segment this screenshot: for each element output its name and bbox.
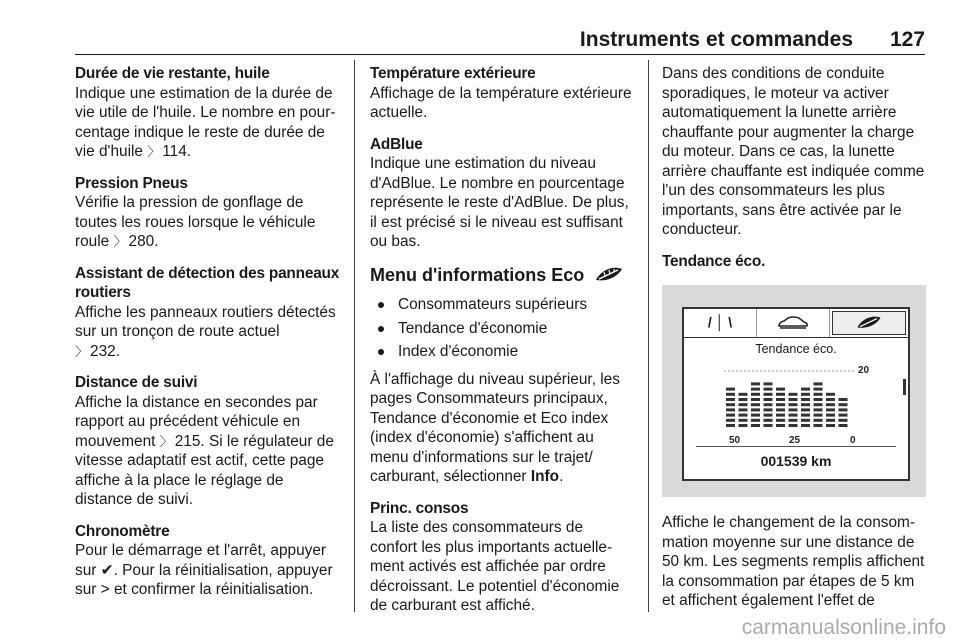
list-item: Tendance d'économie (370, 319, 634, 339)
bar-segment (789, 398, 798, 401)
section-tire-pressure (75, 174, 345, 252)
section-heading: Princ. consos (370, 499, 469, 517)
eco-leaf-icon (855, 315, 883, 331)
divider (696, 446, 896, 447)
bar-segment (739, 414, 748, 417)
section-heated-rear-window (662, 64, 926, 240)
bar-segment (814, 393, 823, 396)
bar-segment (776, 388, 785, 391)
bar-segment (726, 408, 735, 411)
eco-menu-list (370, 295, 634, 362)
bar-segment (726, 424, 735, 427)
page-header (75, 26, 925, 55)
y-label: 20 (858, 365, 870, 376)
bar-segment (789, 403, 798, 406)
bar-segment (839, 419, 848, 422)
x-label: 50 (729, 435, 741, 446)
consumption-bar (814, 382, 823, 427)
bar-segment (801, 403, 810, 406)
bar-segment (776, 414, 785, 417)
list-item: Index d'économie (370, 342, 634, 362)
bar-segment (814, 408, 823, 411)
bar-segment (739, 424, 748, 427)
bar-segment (751, 408, 760, 411)
header-title: Instruments et commandes (579, 28, 853, 51)
bar-segment (814, 398, 823, 401)
display-screen (682, 307, 910, 481)
page-ref: 232. (90, 342, 120, 360)
bar-segment (839, 408, 848, 411)
bar-segment (801, 414, 810, 417)
consumption-bar (764, 382, 773, 427)
section-heading: Pression Pneus (75, 174, 188, 192)
bar-segment (776, 424, 785, 427)
page-ref: 114. (162, 143, 192, 160)
page-ref-arrow-icon: 〉 (147, 144, 161, 159)
page-ref-arrow-icon: 〉 (113, 234, 127, 249)
bar-segment (726, 388, 735, 391)
paragraph: Vérifie la pression de gonflage de toutes les roues lorsque le véhicule roule 〉 280. (75, 194, 316, 250)
column-1 (75, 64, 345, 612)
bar-segment (751, 424, 760, 427)
menu-heading-text: Menu d'informations Eco (370, 264, 585, 285)
consumption-bar (726, 388, 735, 427)
bar-segment (814, 388, 823, 391)
paragraph: Indique une estimation du niveau d'AdBlue. Le nombre en pourcentage représente le reste d'AdBlue. De plus, il est précisé si le niveau est suffisant ou bas. (370, 155, 629, 250)
bar-segment (814, 424, 823, 427)
bar-segment (776, 398, 785, 401)
column-3 (662, 64, 926, 611)
bar-segment (801, 408, 810, 411)
tab-eco (832, 311, 906, 335)
watermark: carmanualsonline.info (741, 616, 946, 639)
bar-segment (751, 393, 760, 396)
paragraph: Affichage de la température extérieure actuelle. (370, 84, 632, 121)
section-adblue (370, 135, 634, 252)
bar-segment (801, 388, 810, 391)
bar-segment (726, 393, 735, 396)
paragraph: Affiche les panneaux routiers détectés sur un tronçon de route actuel 〉 232. (75, 303, 336, 360)
bar-segment (751, 414, 760, 417)
bar-segment (764, 424, 773, 427)
bar-segment (839, 403, 848, 406)
bar-segment (751, 398, 760, 401)
bar-segment (764, 403, 773, 406)
section-heading: Température extérieure (370, 65, 536, 82)
scrollbar-indicator (903, 379, 906, 395)
section-following-distance (75, 373, 345, 510)
list-item: Consommateurs supérieurs (370, 295, 634, 315)
display-tabs (684, 309, 908, 338)
eco-trend-display-figure (662, 285, 926, 497)
consumption-bar (801, 388, 810, 427)
bar-segment (739, 403, 748, 406)
page-ref: 215. (174, 432, 205, 450)
bar-segment (814, 414, 823, 417)
chevron-right-icon: > (100, 581, 110, 598)
bar-segment (839, 414, 848, 417)
bar-segment (776, 419, 785, 422)
odometer-readout: 001539 km (760, 452, 832, 469)
display-title: Tendance éco. (755, 342, 837, 356)
bar-segment (726, 419, 735, 422)
bar-segment (739, 393, 748, 396)
consumption-bar (789, 393, 798, 427)
bar-segment (839, 398, 848, 401)
bar-segment (764, 393, 773, 396)
page-ref-arrow-icon: 〉 (159, 433, 173, 449)
road-sign-icon: / │ \ (707, 314, 733, 331)
paragraph: Pour le démarrage et l'arrêt, appuyer sur ✔. Pour la réinitialisation, appuyer sur > et confirmer la réinitialisation. (75, 542, 333, 598)
bar-segment (826, 419, 835, 422)
bar-segment (801, 398, 810, 401)
bar-segment (814, 419, 823, 422)
section-eco-info (370, 370, 634, 487)
bar-segment (814, 382, 823, 385)
bar-segment (801, 419, 810, 422)
bar-segment (764, 398, 773, 401)
section-heading: Tendance éco. (662, 252, 766, 270)
section-heading: Assistant de détection des panneaux routiers (75, 264, 340, 301)
car-icon (776, 315, 810, 331)
bar-segment (776, 393, 785, 396)
bar-segment (764, 419, 773, 422)
page-ref: 280. (128, 233, 159, 250)
bar-segment (801, 393, 810, 396)
column-divider (648, 60, 649, 612)
consumption-bar-graph (694, 361, 874, 447)
bar-segment (726, 414, 735, 417)
bar-segment (789, 414, 798, 417)
bar-segment (764, 382, 773, 385)
paragraph: À l'affichage du niveau supérieur, les pages Consommateurs principaux, Tendance d'économie et Eco index (index d'économie) s'affichent au menu d'informations sur le trajet/ carburant, sélectionner Info. (370, 370, 620, 485)
column-2 (370, 64, 634, 628)
page-ref-arrow-icon: 〉 (75, 343, 89, 359)
checkmark-icon: ✔ (100, 561, 114, 579)
bar-segment (814, 403, 823, 406)
bar-segment (751, 388, 760, 391)
menu-heading (370, 266, 634, 286)
consumption-bar (776, 388, 785, 427)
section-heading: AdBlue (370, 135, 423, 153)
paragraph: Affiche le changement de la consommation moyenne sur une distance de 50 km. Les segments remplis affichent la consommation par étapes de 5 km et affichent également l'effet de (662, 514, 925, 609)
bar-segment (739, 398, 748, 401)
bar-segment (789, 424, 798, 427)
tab-vehicle (757, 309, 830, 337)
section-main-consumers (370, 499, 634, 616)
bar-segment (751, 419, 760, 422)
bar-segment (751, 382, 760, 385)
section-oil-life (75, 64, 345, 162)
bar-segment (726, 398, 735, 401)
bar-segment (826, 424, 835, 427)
page-number: 127 (889, 28, 925, 51)
bar-segment (739, 408, 748, 411)
bar-segment (826, 398, 835, 401)
section-traffic-sign (75, 264, 345, 362)
bar-segment (764, 408, 773, 411)
eco-leaf-icon (594, 266, 624, 284)
bar-segment (764, 414, 773, 417)
bar-segment (839, 424, 848, 427)
bar-segment (801, 424, 810, 427)
paragraph: Indique une estimation de la durée de vie utile de l'huile. Le nombre en pourcentage indique le reste de durée de vie d'huile 〉 114. (75, 84, 336, 160)
consumption-bar (839, 398, 848, 427)
section-outside-temperature (370, 64, 634, 123)
section-heading: Distance de suivi (75, 374, 198, 391)
bar-segment (739, 419, 748, 422)
x-label: 0 (850, 435, 856, 446)
section-heading: Durée de vie restante, huile (75, 65, 270, 82)
bar-segment (826, 408, 835, 411)
bar-segment (751, 403, 760, 406)
bar-segment (826, 393, 835, 396)
paragraph: Dans des conditions de conduite sporadiques, le moteur va activer automatiquement la lunette arrière chauffante pour augmenter la charge du moteur. Dans ce cas, la lunette arrière chauffante est indiquée comme l'un des consommateurs les plus importants, sans être activée par le conducteur. (662, 65, 925, 238)
bar-segment (776, 403, 785, 406)
section-stopwatch (75, 522, 345, 600)
bar-segment (789, 408, 798, 411)
consumption-bar (751, 382, 760, 427)
paragraph: Affiche la distance en secondes par rapport au précédent véhicule en mouvement 〉 215. Si le régulateur de vitesse adaptatif est actif, cette page affiche à la place le réglage de distance de suivi. (75, 393, 334, 508)
bar-segment (826, 414, 835, 417)
column-divider (354, 60, 355, 612)
section-heading: Chronomètre (75, 522, 170, 540)
bar-segment (764, 388, 773, 391)
bar-segment (789, 393, 798, 396)
bar-segment (789, 419, 798, 422)
bar-segment (726, 403, 735, 406)
paragraph: La liste des consommateurs de confort les plus importants actuellement activés est affichée par ordre décroissant. Le potentiel d'économie de carburant est affiché. (370, 519, 620, 614)
bar-segment (776, 408, 785, 411)
tab-traffic-sign (684, 309, 757, 337)
consumption-bar (739, 393, 748, 427)
consumption-bar (826, 393, 835, 427)
bar-segment (826, 403, 835, 406)
x-label: 25 (789, 435, 801, 446)
